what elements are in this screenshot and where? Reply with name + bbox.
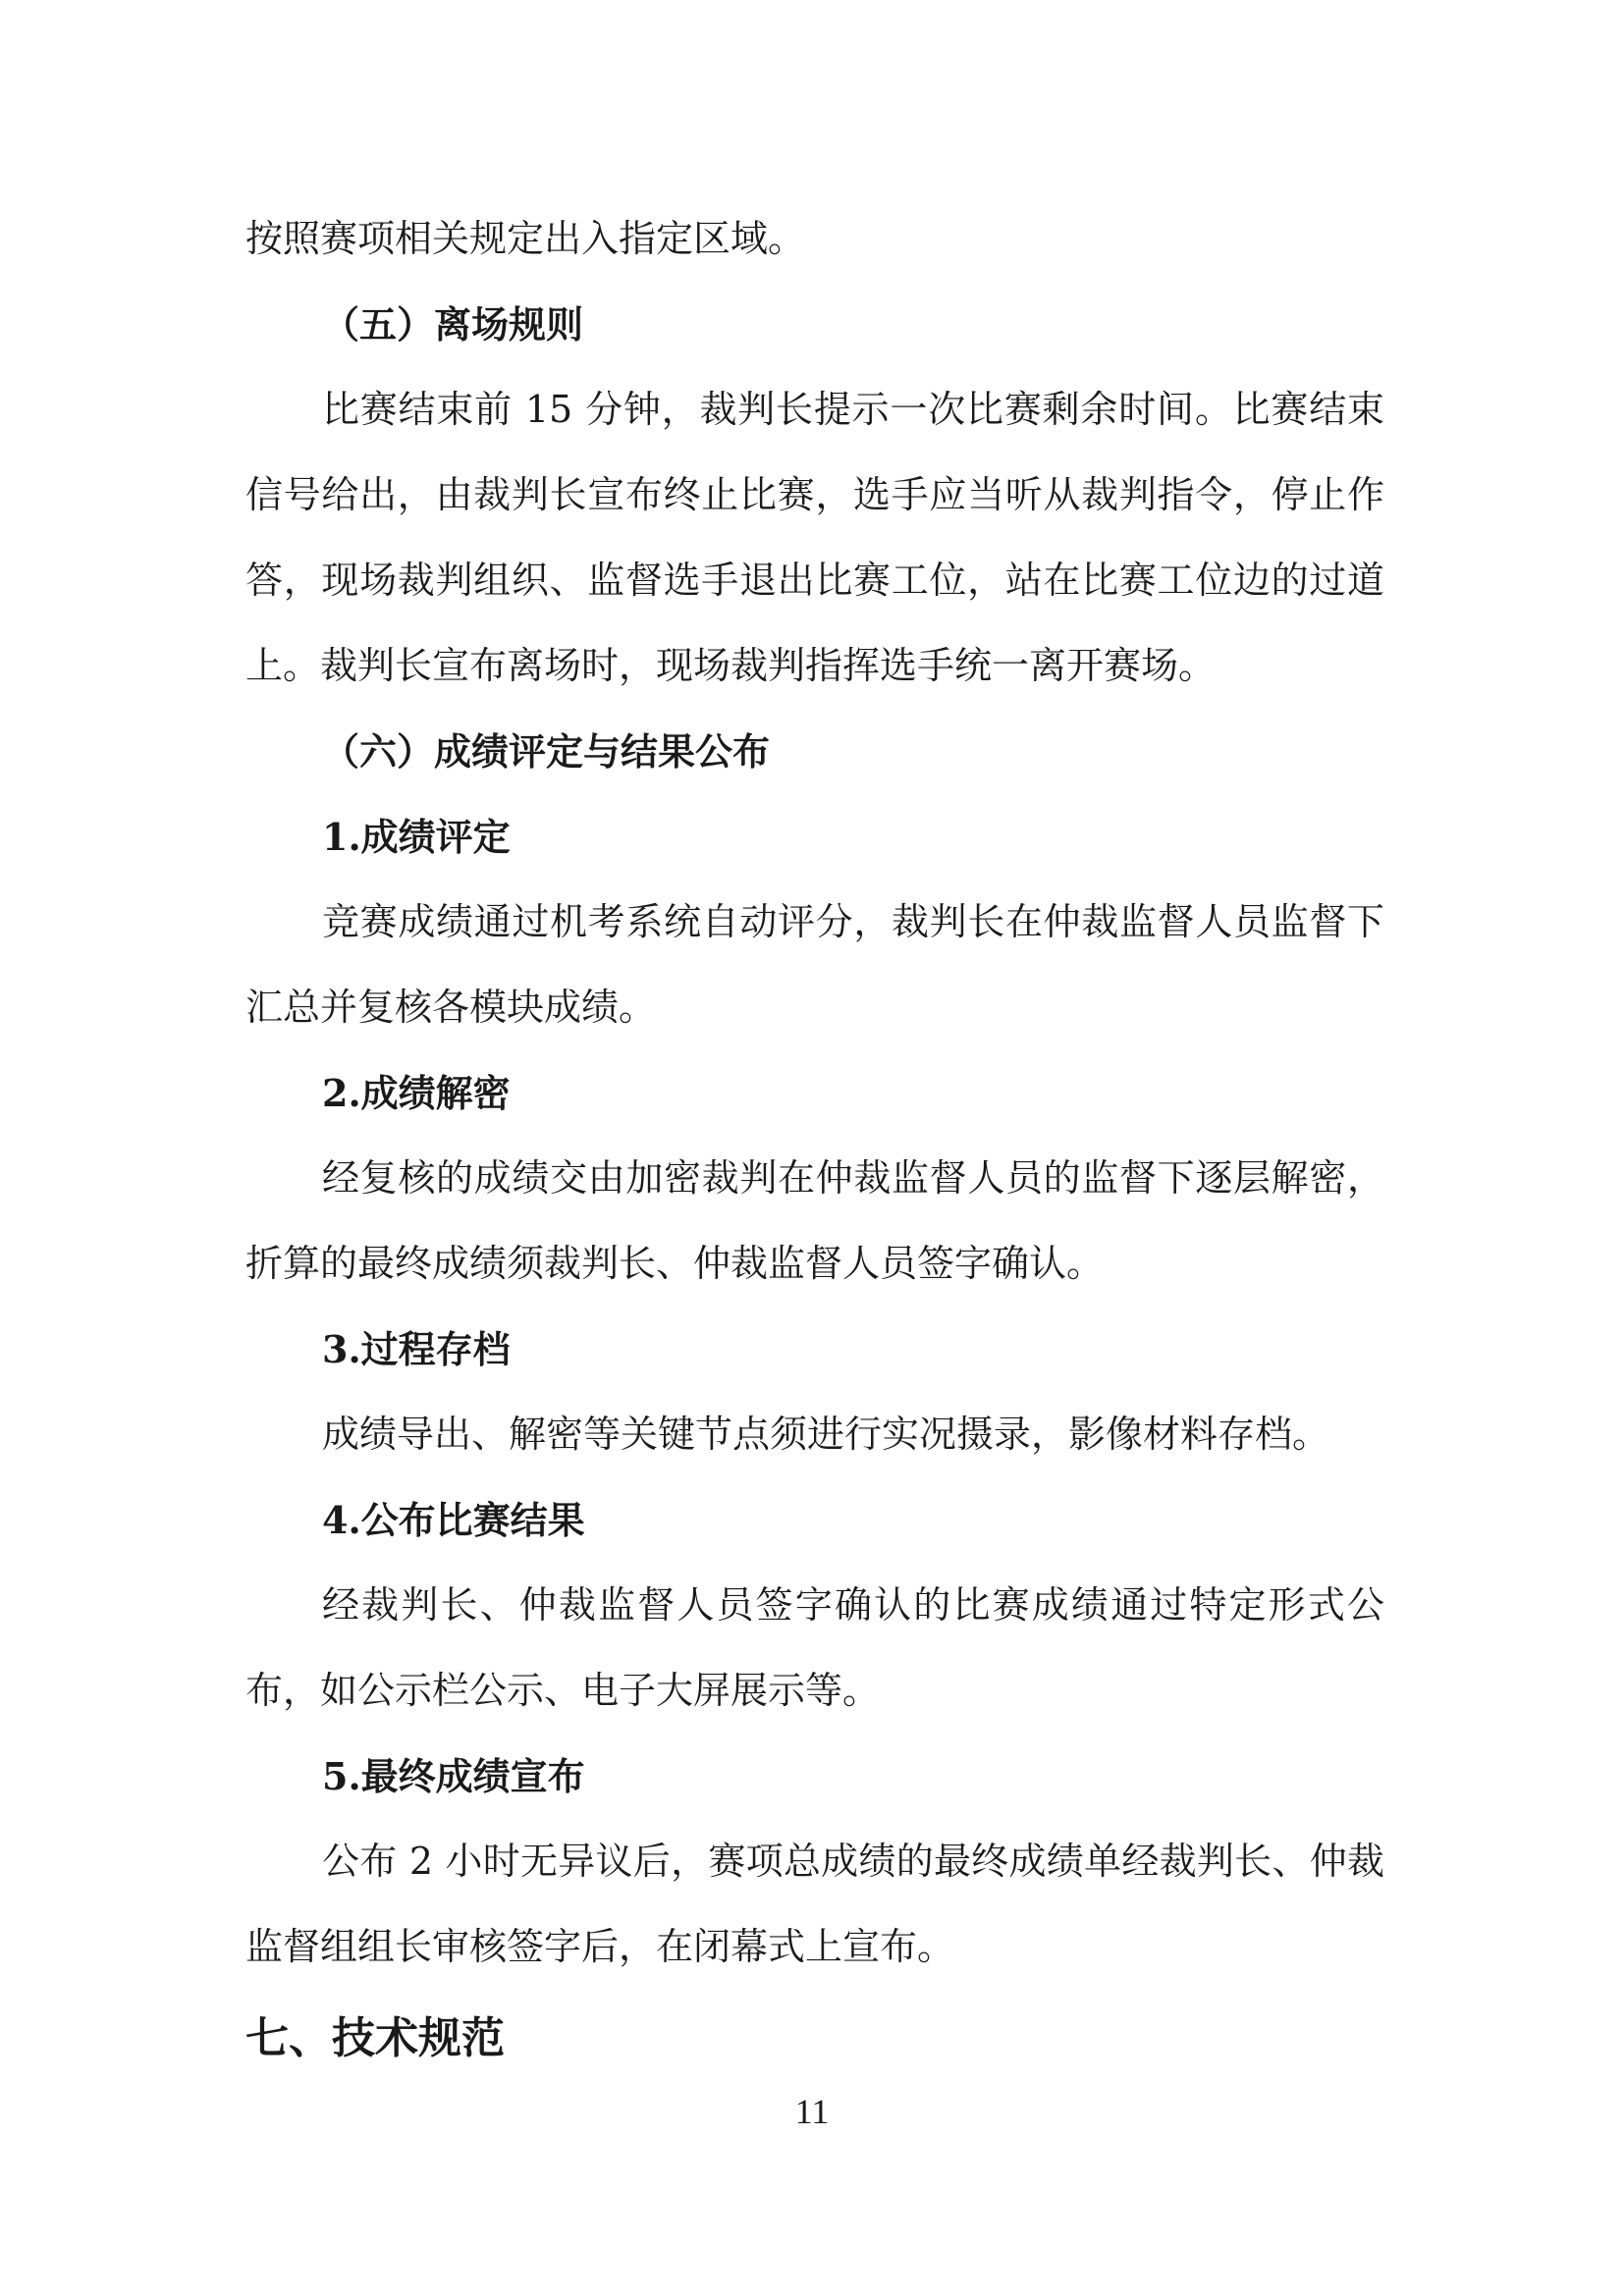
item-2-title: 2.成绩解密	[322, 1071, 511, 1115]
item-4-title: 4.公布比赛结果	[322, 1498, 585, 1542]
section-5-heading: （五）离场规则	[322, 302, 584, 347]
section-6-heading: （六）成绩评定与结果公布	[322, 729, 771, 774]
item-2-text: 经复核的成绩交由加密裁判在仲裁监督人员的监督下逐层解密，折算的最终成绩须裁判长、仲裁监督人员签字确认。	[245, 1156, 1384, 1285]
item-3-title: 3.过程存档	[322, 1327, 511, 1371]
item-5-title: 5.最终成绩宣布	[322, 1754, 585, 1798]
section-7-heading: 七、技术规范	[245, 2013, 505, 2063]
item-4-text: 经裁判长、仲裁监督人员签字确认的比赛成绩通过特定形式公布，如公示栏公示、电子大屏展示等。	[245, 1583, 1384, 1712]
section-5-paragraph: 比赛结束前 15 分钟，裁判长提示一次比赛剩余时间。比赛结束信号给出，由裁判长宣布终止比赛，选手应当听从裁判指令，停止作答，现场裁判组织、监督选手退出比赛工位，站在比赛工位边的过道上。裁判长宣布离场时，现场裁判指挥选手统一离开赛场。	[245, 388, 1384, 687]
item-5-text: 公布 2 小时无异议后，赛项总成绩的最终成绩单经裁判长、仲裁监督组组长审核签字后，在闭幕式上宣布。	[245, 1840, 1384, 1968]
document-body	[245, 196, 1384, 2081]
intro-continuation: 按照赛项相关规定出入指定区域。	[245, 217, 806, 260]
page-number: 11	[794, 2092, 830, 2131]
item-1-text: 竞赛成绩通过机考系统自动评分，裁判长在仲裁监督人员监督下汇总并复核各模块成绩。	[245, 900, 1384, 1029]
item-1-title: 1.成绩评定	[322, 815, 511, 859]
item-3-text: 成绩导出、解密等关键节点须进行实况摄录，影像材料存档。	[322, 1413, 1330, 1456]
